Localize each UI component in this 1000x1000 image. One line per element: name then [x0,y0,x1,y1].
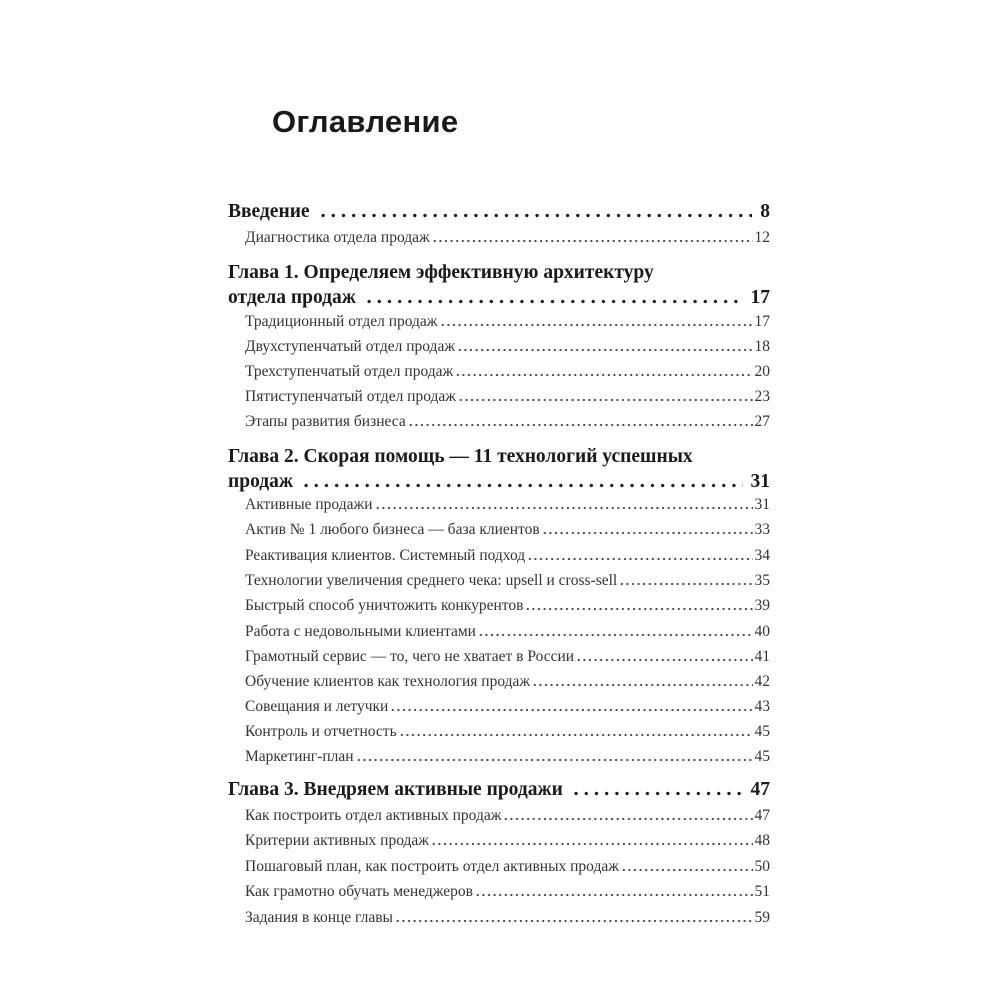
toc-chapter-entry [228,285,770,309]
page-number: 20 [754,363,770,380]
dot-leader [571,790,743,796]
toc-subentry [245,805,770,825]
entry-title: отдела продаж [228,287,356,308]
toc-subentry [245,311,770,331]
toc-subentry [245,646,770,666]
toc-subentry [245,881,770,901]
page-number: 47 [750,779,770,800]
page-number: 18 [754,338,770,355]
dot-leader [431,840,752,846]
page-number: 59 [754,909,770,926]
toc-subentry [245,856,770,876]
page-number: 12 [754,229,770,246]
page-number: 51 [754,883,770,900]
toc-subentry [245,361,770,381]
toc-subentry [245,494,770,514]
toc-chapter-entry [228,199,770,223]
entry-title: Совещания и летучки [245,698,389,715]
dot-leader [432,237,753,243]
dot-leader [408,421,753,427]
entry-title: Введение [228,201,310,222]
toc-subentry [245,595,770,615]
entry-title: Маркетинг-план [245,748,354,765]
dot-leader [525,605,752,611]
entry-title: Глава 3. Внедряем активные продажи [228,779,563,800]
page-number: 50 [754,858,770,875]
page-number: 40 [754,623,770,640]
toc-subentry [245,570,770,590]
entry-title: Обучение клиентов как технология продаж [245,673,531,690]
page-number: 48 [754,832,770,849]
dot-leader [542,529,753,535]
dot-leader [455,371,752,377]
dot-leader [503,815,752,821]
entry-title: Задания в конце главы [245,909,393,926]
entry-title: Трехступенчатый отдел продаж [245,363,454,380]
page-number: 31 [754,496,770,513]
page-number: 17 [750,287,770,308]
entry-title: Глава 2. Скорая помощь — 11 технологий успешных [228,446,693,467]
entry-title: Традиционный отдел продаж [245,313,438,330]
toc-subentry [245,227,770,247]
entry-title: Критерии активных продаж [245,832,430,849]
dot-leader [395,917,753,923]
toc-chapter-entry [228,444,770,468]
entry-title: Активные продажи [245,496,373,513]
dot-leader [301,482,742,488]
toc-subentry [245,746,770,766]
page-number: 39 [754,597,770,614]
toc-subentry [245,696,770,716]
entry-title: Реактивация клиентов. Системный подход [245,547,526,564]
page-number: 47 [754,807,770,824]
entry-title: Диагностика отдела продаж [245,229,430,246]
toc-subentry [245,411,770,431]
toc-subentry [245,519,770,539]
toc-subentry [245,671,770,691]
dot-leader [619,580,752,586]
dot-leader [356,756,753,762]
entry-title: Быстрый способ уничтожить конкурентов [245,597,524,614]
dot-leader [440,321,753,327]
page-number: 45 [754,723,770,740]
page-number: 8 [760,201,770,222]
dot-leader [318,212,753,218]
toc-chapter-entry [228,469,770,493]
entry-title: Актив № 1 любого бизнеса — база клиентов [245,521,540,538]
toc-subentry [245,907,770,927]
dot-leader [532,681,752,687]
toc-chapter-entry [228,777,770,801]
entry-title: Контроль и отчетность [245,723,397,740]
page-number: 43 [754,698,770,715]
page-number: 42 [754,673,770,690]
dot-leader [621,866,753,872]
entry-title: Как построить отдел активных продаж [245,807,502,824]
toc-subentry [245,830,770,850]
dot-leader [390,706,752,712]
toc-subentry [245,721,770,741]
toc-subentry [245,336,770,356]
page-number: 41 [754,648,770,665]
page-number: 17 [754,313,770,330]
page-number: 23 [754,388,770,405]
toc-subentry [245,545,770,565]
dot-leader [478,631,753,637]
page-title: Оглавление [272,104,459,139]
entry-title: Как грамотно обучать менеджеров [245,883,473,900]
dot-leader [457,346,752,352]
dot-leader [527,555,752,561]
entry-title: Этапы развития бизнеса [245,413,406,430]
toc-subentry [245,621,770,641]
entry-title: Грамотный сервис — то, чего не хватает в России [245,648,575,665]
toc-subentry [245,386,770,406]
entry-title: Технологии увеличения среднего чека: upsell и cross-sell [245,572,618,589]
page-number: 34 [754,547,770,564]
page-number: 27 [754,413,770,430]
dot-leader [399,731,753,737]
dot-leader [576,656,752,662]
entry-title: Пятиступенчатый отдел продаж [245,388,457,405]
dot-leader [458,396,752,402]
entry-title: Глава 1. Определяем эффективную архитектуру [228,262,654,283]
page-number: 33 [754,521,770,538]
entry-title: Двухступенчатый отдел продаж [245,338,456,355]
entry-title: Пошаговый план, как построить отдел активных продаж [245,858,619,875]
toc-chapter-entry [228,260,770,284]
entry-title: продаж [228,471,294,492]
dot-leader [375,504,753,510]
dot-leader [364,298,743,304]
page-number: 45 [754,748,770,765]
dot-leader [475,891,753,897]
page-number: 31 [750,471,770,492]
page-number: 35 [754,572,770,589]
entry-title: Работа с недовольными клиентами [245,623,476,640]
